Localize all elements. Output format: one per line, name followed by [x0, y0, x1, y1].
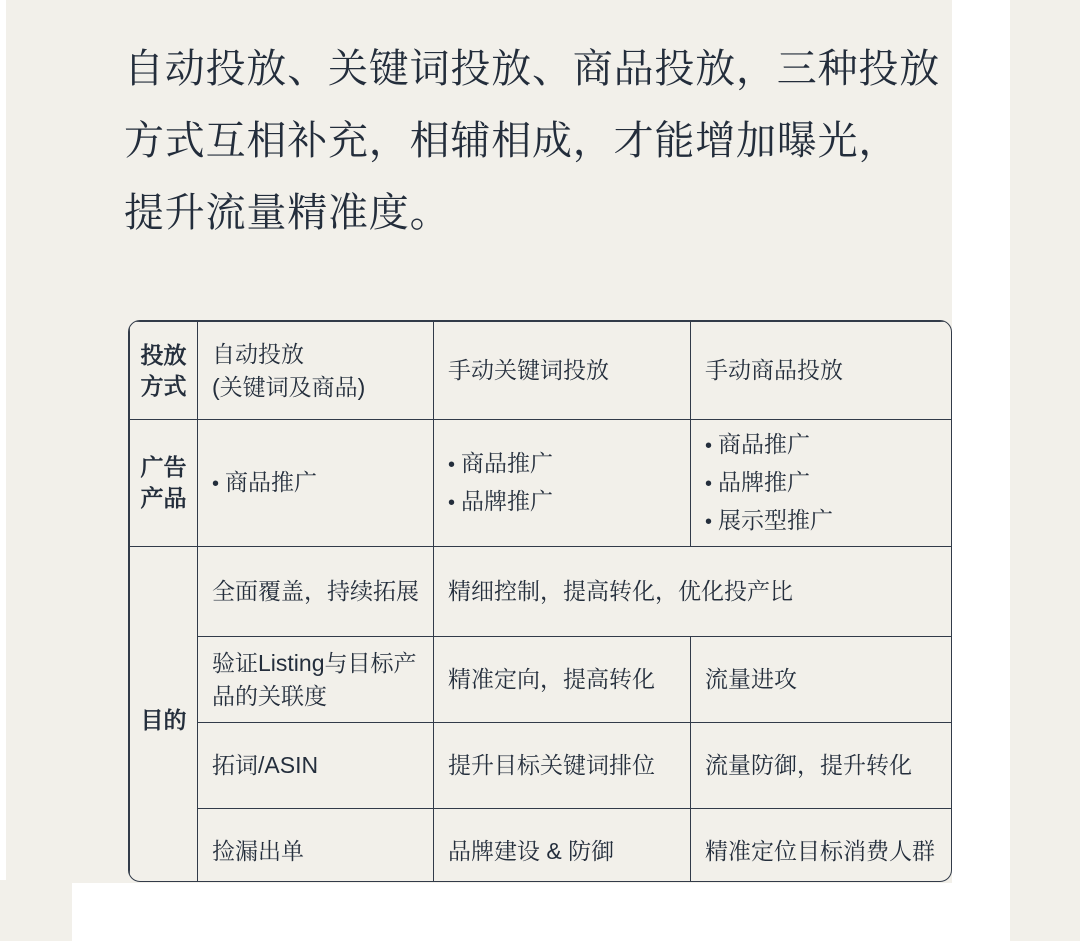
cell-purpose-auto-4: 捡漏出单 — [198, 809, 434, 883]
cell-products-header: 广告产品 — [130, 420, 198, 547]
product-item: • 品牌推广 — [705, 464, 949, 502]
page-title-line-3: 提升流量精准度。 — [124, 191, 451, 235]
cell-purpose-auto-2: 验证Listing与目标产品的关联度 — [198, 637, 434, 723]
page-title-line-1: 自动投放、关键词投放、商品投放，三种投放 — [124, 47, 940, 91]
cell-method-auto — [198, 322, 434, 420]
page-margin-left — [0, 0, 6, 880]
cell-purpose-product-3: 流量防御，提升转化 — [691, 723, 953, 809]
cell-products-auto — [198, 420, 434, 547]
targeting-comparison-table — [128, 320, 952, 882]
page-title — [124, 33, 964, 249]
cell-purpose-keyword-4: 品牌建设 & 防御 — [434, 809, 691, 883]
cell-purpose-manual-merged: 精细控制，提高转化，优化投产比 — [434, 547, 953, 637]
cell-purpose-auto-3: 拓词/ASIN — [198, 723, 434, 809]
product-item: • 商品推广 — [448, 445, 686, 483]
method-auto-title: 自动投放 — [212, 340, 304, 367]
product-item: • 商品推广 — [705, 426, 949, 464]
cell-method-manual-keyword: 手动关键词投放 — [434, 322, 691, 420]
page-title-line-2: 方式互相补充，相辅相成，才能增加曝光， — [124, 119, 900, 163]
cell-purpose-product-2: 流量进攻 — [691, 637, 953, 723]
cell-purpose-auto-1: 全面覆盖，持续拓展 — [198, 547, 434, 637]
cell-purpose-keyword-2: 精准定向，提高转化 — [434, 637, 691, 723]
cell-purpose-keyword-3: 提升目标关键词排位 — [434, 723, 691, 809]
cell-purpose-header: 目的 — [130, 547, 198, 883]
method-auto-subtitle: (关键词及商品) — [212, 373, 366, 400]
product-item: • 品牌推广 — [448, 483, 686, 521]
product-item: • 展示型推广 — [705, 502, 949, 540]
cell-products-manual-keyword — [434, 420, 691, 547]
cell-purpose-product-4: 精准定位目标消费人群 — [691, 809, 953, 883]
cell-method-manual-product: 手动商品投放 — [691, 322, 953, 420]
page-band-bottom — [72, 883, 1010, 941]
cell-products-manual-product — [691, 420, 953, 547]
cell-method-header: 投放方式 — [130, 322, 198, 420]
product-item: • 商品推广 — [212, 464, 429, 502]
